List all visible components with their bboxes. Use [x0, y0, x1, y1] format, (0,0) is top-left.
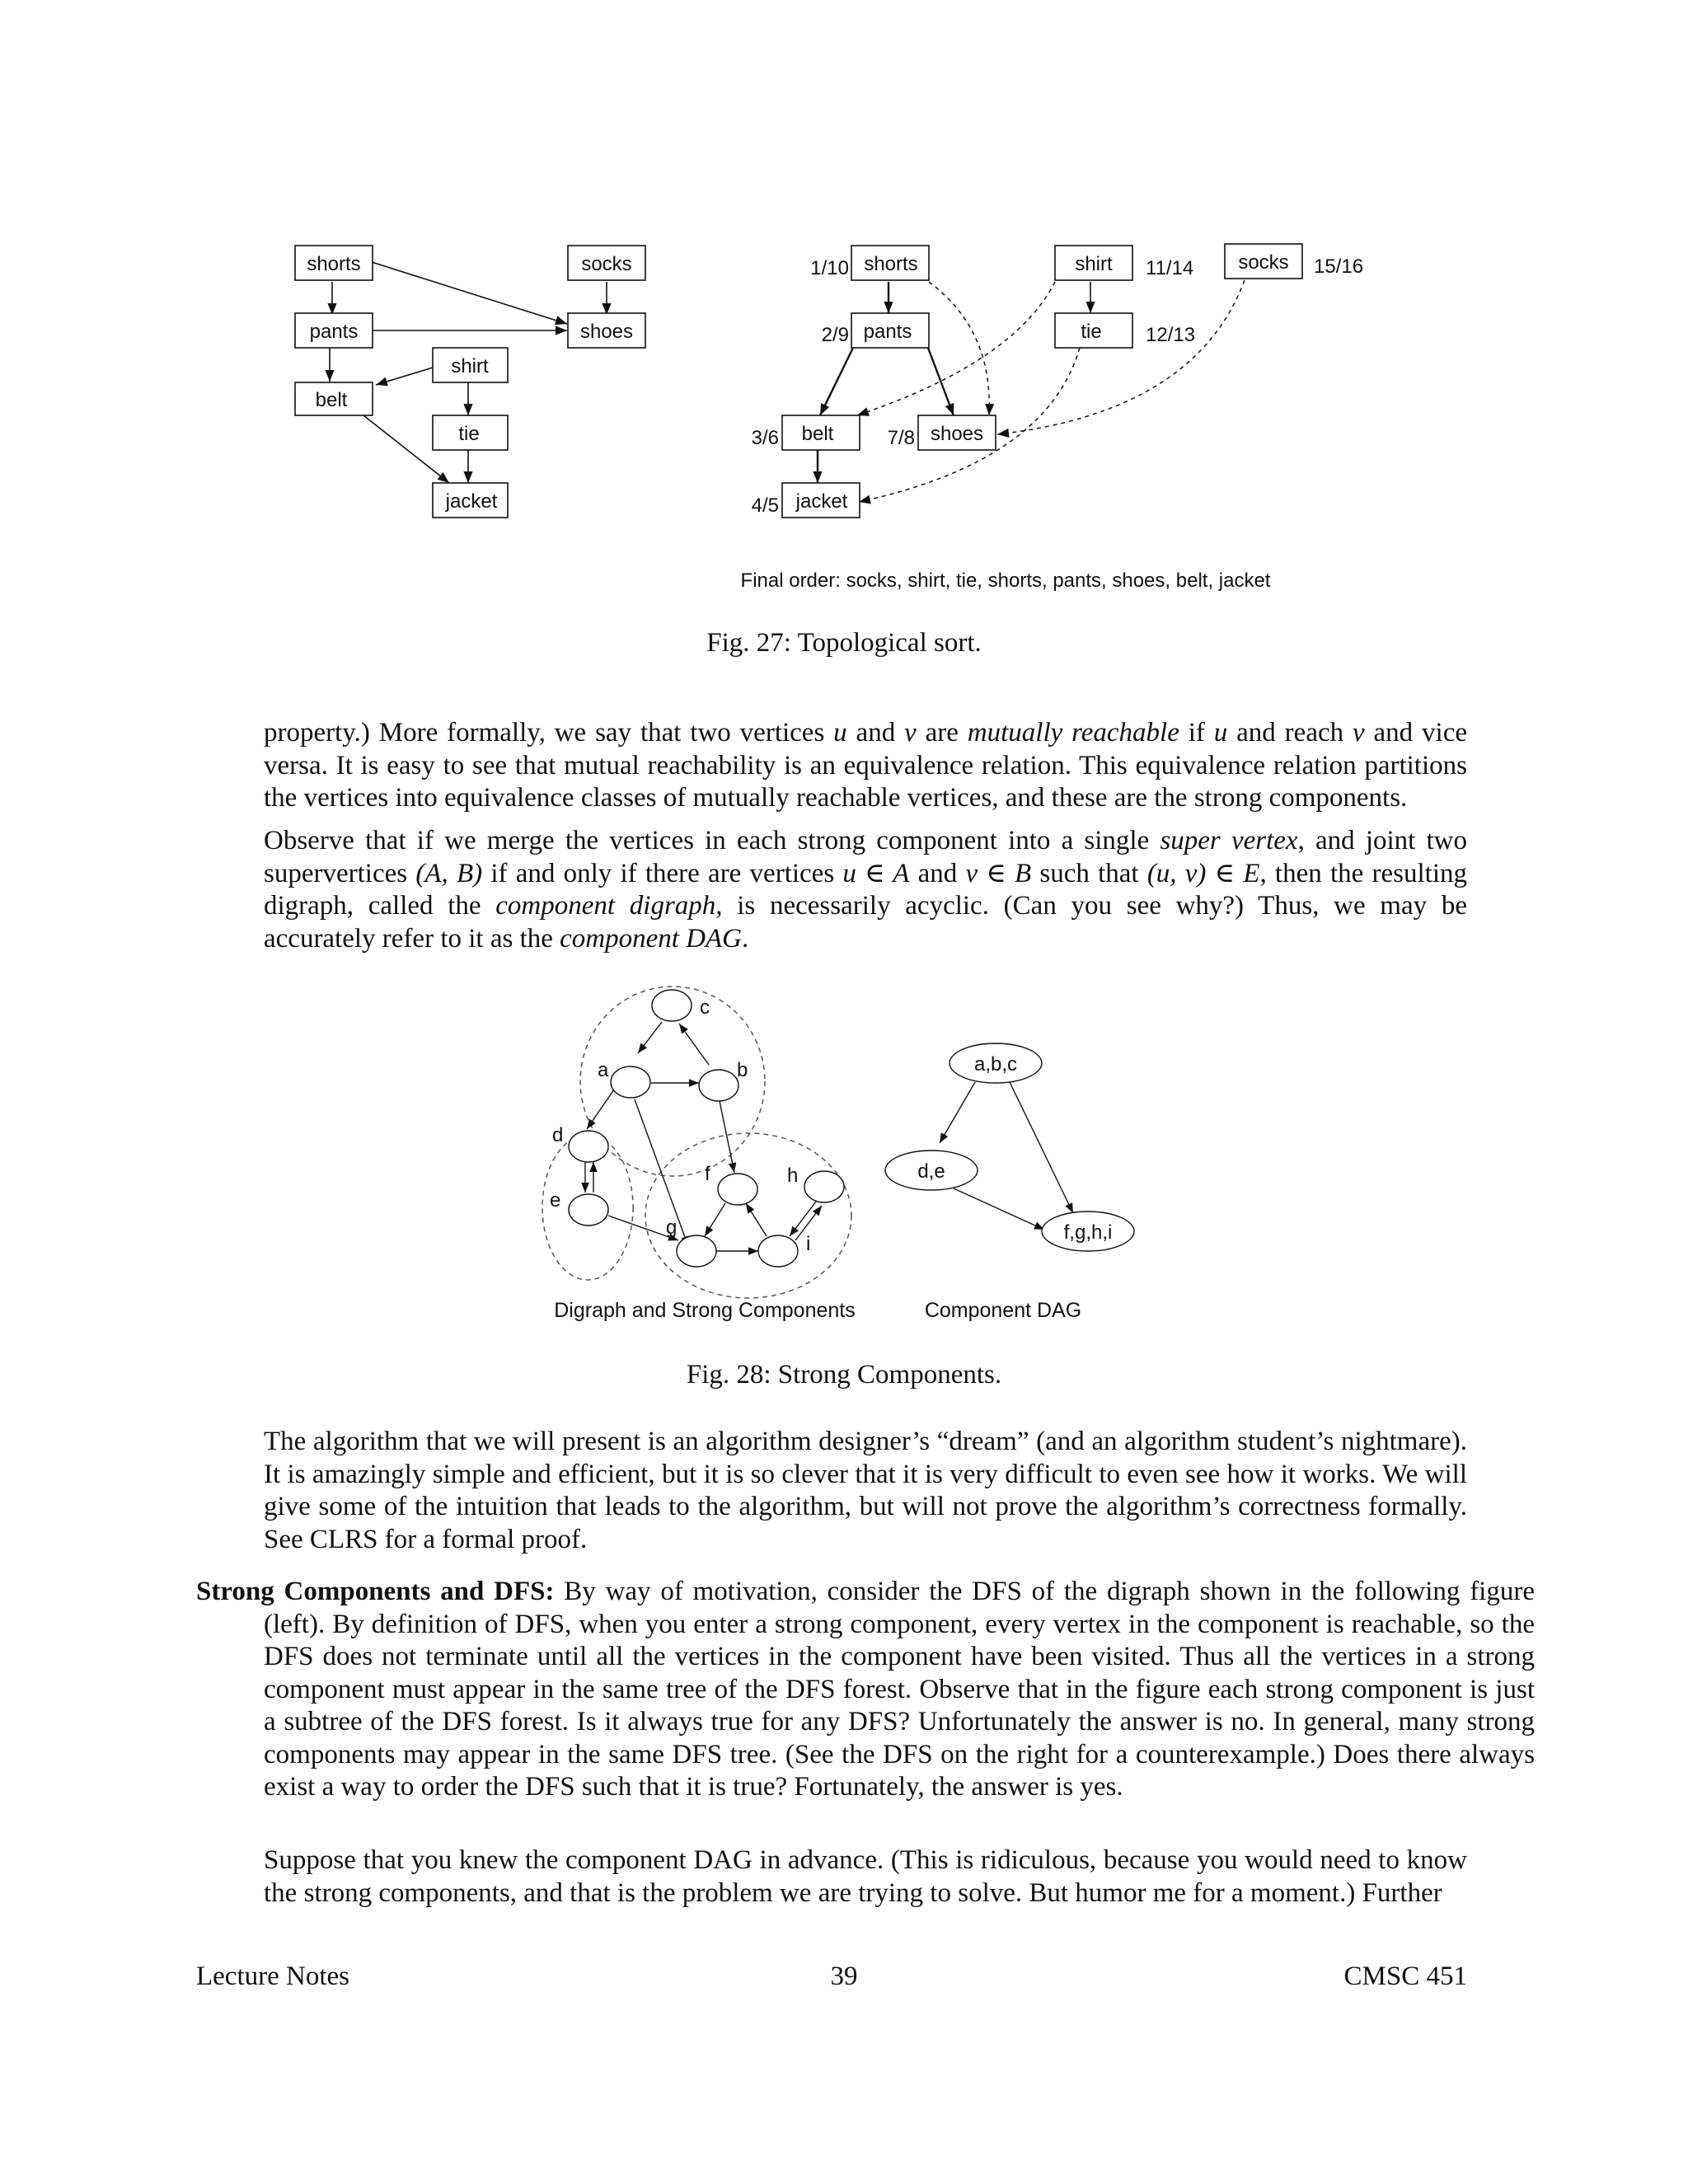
fig28-subcaption-right: Component DAG	[924, 1299, 1082, 1322]
node-socks	[568, 246, 645, 280]
time-label: 11/14	[1146, 257, 1194, 279]
vertex-label: g	[666, 1216, 678, 1239]
node-socks	[1225, 244, 1363, 279]
text-run: and	[909, 858, 966, 888]
math-expr: (A, B)	[415, 858, 483, 888]
dag-node-label: d,e	[917, 1160, 945, 1183]
footer-right: CMSC 451	[1343, 1961, 1467, 1991]
node-belt	[295, 382, 373, 415]
node-label: socks	[581, 253, 632, 275]
node-shirt	[433, 348, 508, 382]
node-shorts	[810, 246, 929, 280]
component-dag-nodes	[885, 1043, 1134, 1251]
dashed-edge-shirt-belt	[857, 282, 1055, 415]
dag-node-fghi	[1042, 1212, 1134, 1251]
text-run: if and only if there are vertices	[482, 858, 843, 888]
text-run: and vice versa. It is easy to see that mutual reachability is an equivalence relation. This equivalence relation partitions the vertices into equivalence classes of mutually reachable vertices, and these are the strong components.	[264, 718, 1467, 813]
fig27-final-order: Final order: socks, shirt, tie, shorts, pants, shoes, belt, jacket	[740, 569, 1271, 592]
paragraph-strong-components-dfs	[196, 1576, 1535, 1804]
node-label: shirt	[1075, 253, 1113, 275]
node-label: shorts	[307, 253, 361, 275]
node-jacket	[433, 483, 508, 518]
dag-edge-de-fghi	[954, 1188, 1044, 1230]
text-run: , is necessarily acyclic. (Can you see why?) Thus, we may be accurately refer to it as the	[264, 891, 1467, 954]
fig27-left-nodes	[295, 246, 645, 518]
digraph-vertices	[569, 990, 844, 1267]
node-belt	[752, 415, 860, 450]
node-tie	[1055, 313, 1195, 348]
dag-edge-abc-fghi	[1010, 1082, 1073, 1213]
time-label: 4/5	[751, 494, 779, 517]
text-run: and reach	[1227, 718, 1353, 748]
tree-edge-pants-belt	[820, 348, 853, 415]
node-label: pants	[309, 321, 359, 343]
paragraph-algorithm-dream: The algorithm that we will present is an algorithm designer’s “dream” (and an algorithm student’s nightmare). It is amazingly simple and efficient, but it is so clever that it is very difficult to even see how it works. We will give some of the intuition that leads to the algorithm, but will not prove the algorithm’s correctness formally. See CLRS for a formal proof.	[264, 1427, 1467, 1554]
fig28-caption: Fig. 28: Strong Components.	[686, 1360, 1002, 1390]
vertex-a	[611, 1066, 650, 1098]
vertex-d	[569, 1131, 608, 1162]
node-label: pants	[863, 321, 912, 343]
node-label: socks	[1238, 251, 1289, 274]
edge-shirt-belt	[376, 368, 433, 385]
dashed-edge-socks-shoes	[997, 280, 1245, 434]
vertex-e	[569, 1194, 608, 1226]
dag-node-label: f,g,h,i	[1063, 1221, 1113, 1244]
dag-edge-abc-de	[940, 1082, 975, 1143]
fig27-figure	[0, 0, 1688, 626]
vertex-label: d	[552, 1124, 564, 1146]
component-fghi-outline	[645, 1133, 851, 1298]
node-label: belt	[315, 389, 348, 411]
edge-b-c	[679, 1024, 709, 1065]
node-pants	[822, 313, 929, 348]
edge-shorts-shoes	[372, 262, 567, 324]
node-label: tie	[458, 423, 480, 445]
node-shirt	[1055, 246, 1193, 280]
node-label: shirt	[451, 355, 489, 377]
vertex-b	[699, 1070, 738, 1101]
emphasis: component DAG	[560, 923, 743, 954]
fig27-right-nodes	[752, 244, 1363, 518]
fig27-right-tree-edges	[818, 282, 1090, 483]
math-expr: u ∈ A	[842, 858, 910, 888]
edge-c-a	[638, 1022, 662, 1053]
node-shoes	[568, 313, 645, 348]
node-tie	[433, 415, 508, 450]
vertex-label: f	[705, 1163, 710, 1185]
tree-edge-pants-shoes	[928, 348, 954, 415]
time-label: 7/8	[887, 427, 915, 449]
edge-i-f	[746, 1203, 767, 1236]
node-jacket	[752, 483, 860, 518]
emphasis: super vertex	[1160, 826, 1298, 855]
node-label: jacket	[445, 490, 498, 513]
text-run: are	[916, 718, 968, 748]
node-shorts	[295, 246, 373, 280]
text-run: and	[846, 718, 905, 748]
text-run: , and joint two supervertices	[264, 826, 1468, 888]
math-v: v	[1352, 718, 1365, 748]
text-run: Observe that if we merge the vertices in each strong component into a single	[264, 826, 1160, 855]
node-label: belt	[801, 423, 834, 445]
vertex-label: c	[700, 996, 710, 1019]
digraph-edges	[585, 1022, 822, 1251]
emphasis: component digraph	[495, 891, 716, 921]
text-run: , then the resulting digraph, called the	[264, 858, 1467, 921]
math-expr: v ∈ B	[965, 858, 1032, 888]
footer-page-number: 39	[830, 1961, 858, 1991]
edge-f-g	[705, 1203, 725, 1236]
dag-node-de	[885, 1151, 978, 1190]
vertex-label: i	[806, 1233, 811, 1255]
node-label: shoes	[930, 423, 984, 445]
node-label: jacket	[795, 490, 848, 513]
text-run: if	[1179, 718, 1214, 748]
text-run: By way of motivation, consider the DFS of the digraph shown in the following figure (left). By definition of DFS, when you enter a strong component, every vertex in the component is reachable, so the DFS does not terminate until all the vertices in the component have been visited. Thus all the vertices in a strong component must appear in the same tree of the DFS forest. Observe that in the figure each strong component is just a subtree of the DFS forest. Is it always true for any DFS? Unfortunately the answer is no. In general, many strong components may appear in the same DFS tree. (See the DFS on the right for a counterexample.) Does there always exist a way to order the DFS such that it is true? Fortunately, the answer is yes.	[264, 1577, 1535, 1802]
time-label: 2/9	[821, 324, 849, 346]
dashed-edge-shorts-shoes	[929, 282, 989, 415]
node-label: shoes	[579, 321, 634, 343]
math-u: u	[1213, 718, 1228, 748]
fig28-subcaption-left: Digraph and Strong Components	[554, 1299, 856, 1322]
vertex-label: e	[550, 1189, 561, 1212]
dag-node-label: a,b,c	[973, 1053, 1018, 1076]
node-label: tie	[1081, 321, 1102, 343]
math-v: v	[904, 718, 917, 748]
math-expr: (u, v) ∈ E	[1146, 858, 1260, 888]
vertex-i	[758, 1235, 798, 1267]
vertex-h	[804, 1171, 844, 1202]
fig27-caption: Fig. 27: Topological sort.	[706, 628, 982, 658]
text-run: such that	[1031, 858, 1147, 888]
edge-a-g	[635, 1099, 688, 1246]
node-label: shorts	[864, 253, 918, 275]
time-label: 3/6	[751, 427, 779, 449]
time-label: 12/13	[1146, 324, 1196, 346]
emphasis: mutually reachable	[967, 718, 1179, 748]
vertex-g	[677, 1235, 716, 1267]
math-u: u	[833, 718, 847, 748]
text-run: .	[742, 923, 749, 954]
vertex-label: b	[737, 1059, 748, 1081]
footer-left: Lecture Notes	[196, 1961, 349, 1991]
vertex-label: a	[598, 1059, 609, 1081]
time-label: 1/10	[810, 257, 849, 279]
node-shoes	[888, 415, 996, 450]
vertex-f	[718, 1174, 757, 1205]
time-label: 15/16	[1314, 255, 1364, 278]
paragraph-suppose: Suppose that you knew the component DAG in advance. (This is ridiculous, because you would need to know the strong components, and that is the problem we are trying to solve. But humor me for a moment.) Further	[264, 1845, 1467, 1908]
vertex-label: h	[787, 1165, 799, 1187]
paragraph-component-dag	[264, 825, 1467, 955]
paragraph-mutual-reachability	[264, 717, 1467, 815]
node-pants	[295, 313, 373, 348]
paragraph-heading: Strong Components and DFS:	[196, 1577, 555, 1606]
text-run: property.) More formally, we say that two vertices	[264, 718, 834, 748]
edge-a-d	[587, 1090, 614, 1129]
vertex-c	[652, 990, 692, 1021]
dag-node-abc	[950, 1043, 1042, 1083]
